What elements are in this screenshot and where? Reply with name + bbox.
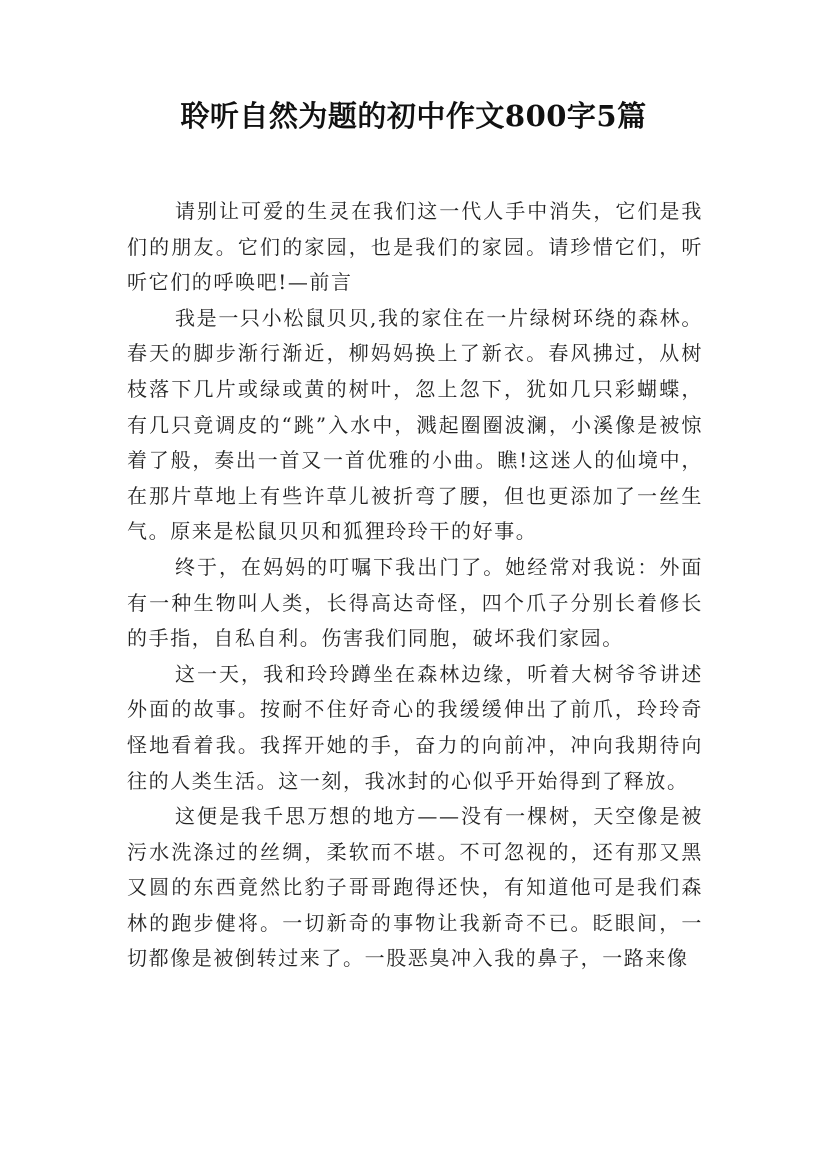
paragraph-leaving-home: 终于，在妈妈的叮嘱下我出门了。她经常对我说：外面有一种生物叫人类，长得高达奇怪，四个爪子分别长着修长的手指，自私自利。伤害我们同胞，破坏我们家园。: [127, 554, 703, 651]
paragraph-forest-edge: 这一天，我和玲玲蹲坐在森林边缘，听着大树爷爷讲述外面的故事。按耐不住好奇心的我缓缓伸出了前爪，玲玲奇怪地看着我。我挥开她的手，奋力的向前冲，冲向我期待向往的人类生活。这一刻，我冰封的心似乎开始得到了释放。: [127, 661, 703, 793]
document-body: [127, 194, 703, 977]
paragraph-preface: 请别让可爱的生灵在我们这一代人手中消失，它们是我们的朋友。它们的家园，也是我们的家园。请珍惜它们，听听它们的呼唤吧!—前言: [127, 199, 703, 295]
paragraph-human-world: 这便是我千思万想的地方——没有一棵树，天空像是被污水洗涤过的丝绸，柔软而不堪。不可忽视的，还有那又黑又圆的东西竟然比豹子哥哥跑得还快，有知道他可是我们森林的跑步健将。一切新奇的事物让我新奇不已。眨眼间，一切都像是被倒转过来了。一股恶臭冲入我的鼻子，一路来像: [127, 804, 703, 971]
document-title: 聆听自然为题的初中作文800字5篇: [180, 99, 647, 133]
paragraph-forest-spring: 我是一只小松鼠贝贝,我的家住在一片绿树环绕的森林。春天的脚步渐行渐近，柳妈妈换上了新衣。春风拂过，从树枝落下几片或绿或黄的树叶，忽上忽下，犹如几只彩蝴蝶，有几只竟调皮的“跳”入水中，溅起圈圈波澜，小溪像是被惊着了般，奏出一首又一首优雅的小曲。瞧!这迷人的仙境中，在那片草地上有些许草儿被折弯了腰，但也更添加了一丝生气。原来是松鼠贝贝和狐狸玲玲干的好事。: [127, 305, 703, 544]
